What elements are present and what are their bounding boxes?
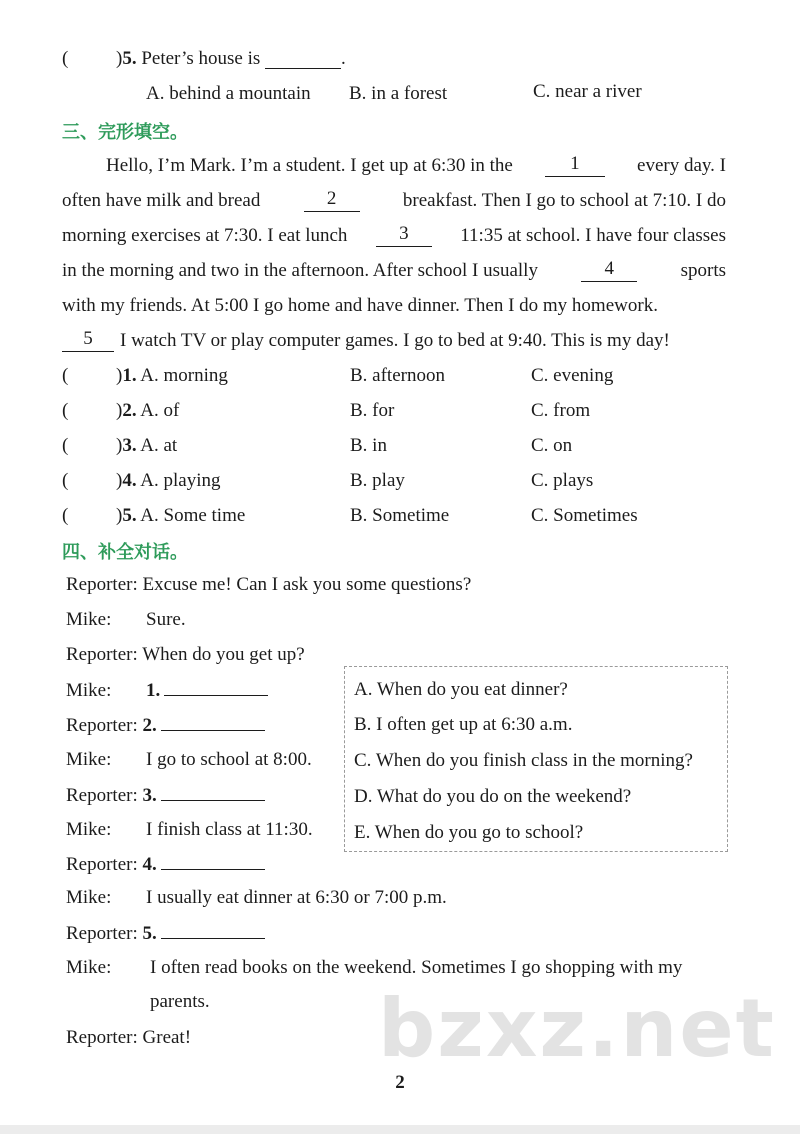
option-b: B. play bbox=[350, 470, 405, 491]
answer-blank bbox=[161, 714, 265, 731]
answer-blank bbox=[161, 922, 265, 939]
dialogue-line-12-cont: parents. bbox=[150, 991, 210, 1012]
blank-number: 4. bbox=[142, 854, 157, 875]
question-5-row bbox=[62, 48, 346, 70]
speaker-reporter: Reporter: bbox=[66, 574, 138, 595]
section-4-heading: 四、补全对话。 bbox=[62, 542, 188, 563]
passage-line-6 bbox=[62, 330, 726, 352]
dialogue-text: Sure. bbox=[146, 609, 186, 630]
answer-blank bbox=[161, 784, 265, 801]
dialogue-text: I finish class at 11:30. bbox=[146, 819, 313, 840]
answer-paren-open: ( bbox=[62, 48, 69, 69]
item-number: 3. bbox=[122, 435, 137, 456]
passage-line-5 bbox=[62, 295, 726, 317]
dialogue-line-6 bbox=[66, 749, 312, 771]
blank-number: 2. bbox=[142, 715, 157, 736]
dialogue-line-11 bbox=[66, 922, 265, 945]
passage-text: sports bbox=[680, 260, 726, 281]
item-number: 5. bbox=[122, 505, 137, 526]
option-b: B. in bbox=[350, 435, 387, 456]
watermark: bzxz.net bbox=[378, 982, 776, 1075]
item-number: 2. bbox=[122, 400, 137, 421]
speaker-mike: Mike: bbox=[66, 609, 112, 630]
option-c: C. plays bbox=[531, 470, 594, 491]
option-a: A. behind a mountain bbox=[146, 83, 311, 104]
dialogue-text: When do you get up? bbox=[142, 644, 305, 665]
dialogue-text: Excuse me! Can I ask you some questions? bbox=[142, 574, 472, 595]
dialogue-line-10 bbox=[66, 887, 447, 909]
dialogue-text: Great! bbox=[142, 1027, 192, 1048]
section-3-heading: 三、完形填空。 bbox=[62, 122, 188, 143]
passage-text: morning exercises at 7:30. I eat lunch bbox=[62, 225, 348, 246]
passage-text: often have milk and bread bbox=[62, 190, 261, 211]
dialogue-line-5 bbox=[66, 714, 265, 737]
passage-text: I watch TV or play computer games. I go to bed at 9:40. This is my day! bbox=[120, 330, 670, 351]
page-bottom-edge bbox=[0, 1125, 800, 1134]
answer-blank bbox=[265, 50, 341, 69]
passage-text: every day. I bbox=[637, 155, 726, 176]
passage-text: Hello, I’m Mark. I’m a student. I get up at 6:30 in the bbox=[106, 155, 513, 176]
question-number: 5. bbox=[122, 48, 137, 69]
passage-text: 11:35 at school. I have four classes bbox=[460, 225, 726, 246]
passage-line-1 bbox=[62, 155, 726, 177]
cloze-blank-3: 3 bbox=[376, 225, 432, 247]
cloze-blank-5: 5 bbox=[62, 330, 114, 352]
option-c: C. Sometimes bbox=[531, 505, 638, 526]
blank-number: 5. bbox=[142, 923, 157, 944]
cloze-blank-1: 1 bbox=[545, 155, 605, 177]
option-a: A. at bbox=[140, 435, 178, 456]
speaker-mike: Mike: bbox=[66, 680, 112, 701]
dialogue-line-1 bbox=[66, 574, 471, 596]
dialogue-line-4 bbox=[66, 679, 268, 702]
dialogue-line-8 bbox=[66, 819, 313, 841]
item-number: 1. bbox=[122, 365, 137, 386]
option-b: B. for bbox=[350, 400, 395, 421]
speaker-mike: Mike: bbox=[66, 957, 112, 978]
dialogue-option-d: D. What do you do on the weekend? bbox=[354, 786, 632, 807]
option-a: A. morning bbox=[140, 365, 228, 386]
passage-line-2 bbox=[62, 190, 726, 212]
answer-paren-close: ) bbox=[116, 48, 123, 69]
passage-text: breakfast. Then I go to school at 7:10. I do bbox=[402, 190, 726, 211]
dialogue-option-c: C. When do you finish class in the morning? bbox=[354, 750, 693, 771]
speaker-mike: Mike: bbox=[66, 749, 112, 770]
option-c: C. on bbox=[531, 435, 573, 456]
dialogue-text: I often read books on the weekend. Sometimes I go shopping with my bbox=[150, 957, 683, 978]
option-a: A. playing bbox=[140, 470, 221, 491]
dialogue-line-3 bbox=[66, 644, 305, 666]
speaker-mike: Mike: bbox=[66, 819, 112, 840]
dialogue-line-7 bbox=[66, 784, 265, 807]
question-stem: Peter’s house is bbox=[141, 48, 261, 69]
speaker-mike: Mike: bbox=[66, 887, 112, 908]
dialogue-line-9 bbox=[66, 853, 265, 876]
option-b: B. afternoon bbox=[350, 365, 445, 386]
item-number: 4. bbox=[122, 470, 137, 491]
answer-blank bbox=[164, 679, 268, 696]
speaker-reporter: Reporter: bbox=[66, 854, 138, 875]
option-c: C. near a river bbox=[533, 81, 642, 102]
option-a: A. Some time bbox=[140, 505, 246, 526]
speaker-reporter: Reporter: bbox=[66, 923, 138, 944]
speaker-reporter: Reporter: bbox=[66, 1027, 138, 1048]
cloze-blank-2: 2 bbox=[304, 190, 360, 212]
page-number: 2 bbox=[395, 1072, 405, 1093]
option-c: C. from bbox=[531, 400, 591, 421]
answer-blank bbox=[161, 853, 265, 870]
passage-line-4 bbox=[62, 260, 726, 282]
blank-number: 3. bbox=[142, 785, 157, 806]
option-b: B. Sometime bbox=[350, 505, 450, 526]
passage-text: with my friends. At 5:00 I go home and have dinner. Then I do my homework. bbox=[62, 295, 658, 316]
speaker-reporter: Reporter: bbox=[66, 785, 138, 806]
blank-number: 1. bbox=[146, 680, 161, 701]
option-a: A. of bbox=[140, 400, 180, 421]
option-c: C. evening bbox=[531, 365, 614, 386]
dialogue-option-b: B. I often get up at 6:30 a.m. bbox=[354, 714, 573, 735]
dialogue-line-12 bbox=[66, 957, 682, 979]
question-stem-end: . bbox=[341, 48, 346, 69]
dialogue-line-2 bbox=[66, 609, 186, 631]
passage-line-3 bbox=[62, 225, 726, 247]
dialogue-option-a: A. When do you eat dinner? bbox=[354, 679, 568, 700]
option-b: B. in a forest bbox=[349, 83, 448, 104]
passage-text: in the morning and two in the afternoon. After school I usually bbox=[62, 260, 538, 281]
dialogue-option-e: E. When do you go to school? bbox=[354, 822, 584, 843]
dialogue-text: I go to school at 8:00. bbox=[146, 749, 312, 770]
dialogue-text: I usually eat dinner at 6:30 or 7:00 p.m. bbox=[146, 887, 447, 908]
cloze-blank-4: 4 bbox=[581, 260, 637, 282]
speaker-reporter: Reporter: bbox=[66, 715, 138, 736]
dialogue-line-13 bbox=[66, 1027, 191, 1049]
speaker-reporter: Reporter: bbox=[66, 644, 138, 665]
